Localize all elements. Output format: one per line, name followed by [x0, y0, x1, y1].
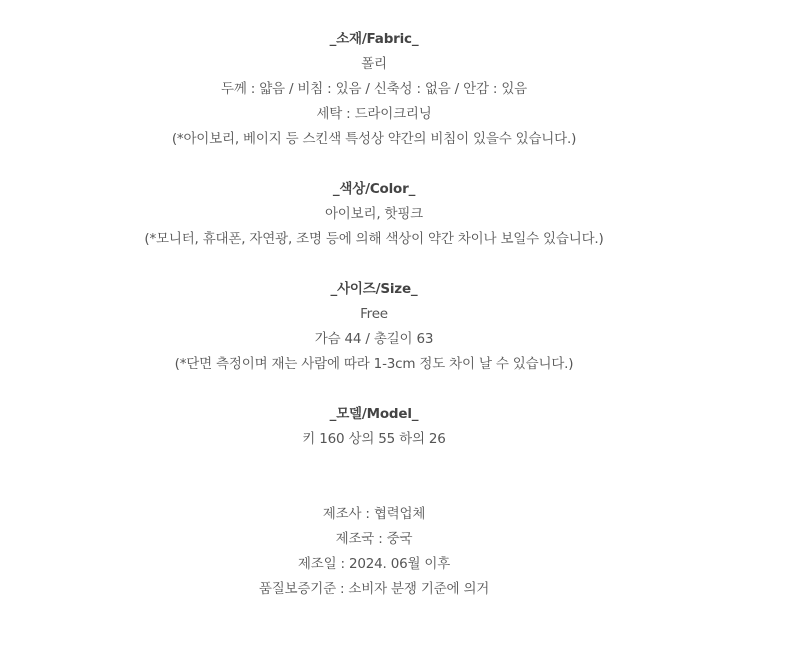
color-heading: _색상/Color_: [332, 181, 416, 197]
country-of-origin: 제조국 : 중국: [335, 531, 413, 547]
spacer: [0, 252, 748, 277]
size-measurements: 가슴 44 / 총길이 63: [314, 331, 434, 347]
size-value: Free: [360, 306, 388, 322]
model-info: 키 160 상의 55 하의 26: [302, 431, 446, 447]
fabric-material: 폴리: [361, 56, 387, 72]
model-heading: _모델/Model_: [329, 406, 419, 422]
quality-warranty: 품질보증기준 : 소비자 분쟁 기준에 의거: [258, 581, 490, 597]
fabric-wash: 세탁 : 드라이크리닝: [316, 106, 432, 122]
color-options: 아이보리, 핫핑크: [324, 206, 424, 222]
fabric-properties: 두께 : 얇음 / 비침 : 있음 / 신축성 : 없음 / 안감 : 있음: [220, 81, 527, 97]
spacer: [0, 452, 748, 502]
color-note: (*모니터, 휴대폰, 자연광, 조명 등에 의해 색상이 약간 차이나 보일수 있습니다.): [144, 231, 604, 247]
manufacture-date: 제조일 : 2024. 06월 이후: [297, 556, 451, 572]
size-heading: _사이즈/Size_: [330, 281, 418, 297]
fabric-heading: _소재/Fabric_: [329, 31, 419, 47]
size-note: (*단면 측정이며 재는 사람에 따라 1-3cm 정도 차이 날 수 있습니다.): [174, 356, 574, 372]
spacer: [0, 377, 748, 402]
spacer: [0, 152, 748, 177]
manufacturer: 제조사 : 협력업체: [322, 506, 426, 522]
fabric-note: (*아이보리, 베이지 등 스킨색 특성상 약간의 비침이 있을수 있습니다.): [171, 131, 577, 147]
